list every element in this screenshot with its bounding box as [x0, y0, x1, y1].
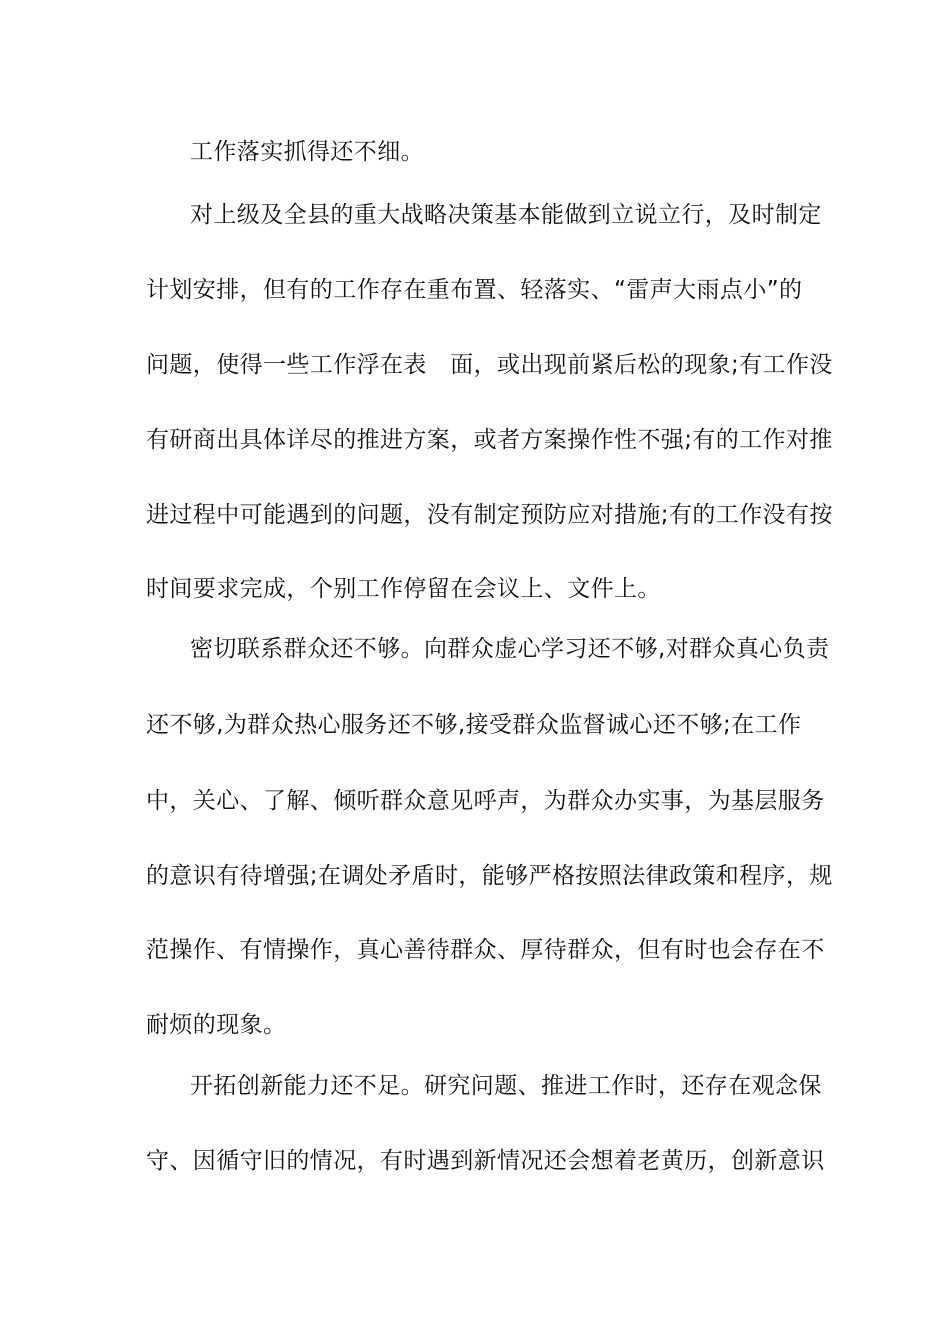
text-line: 守、因循守旧的情况，有时遇到新情况还会想着老黄历，创新意识 — [146, 1148, 825, 1174]
text-line: 还不够,为群众热心服务还不够,接受群众监督诚心还不够;在工作 — [146, 712, 802, 738]
text-line: 中，关心、了解、倾听群众意见呼声，为群众办实事，为基层服务 — [146, 788, 825, 814]
text-line: 密切联系群众还不够。向群众虚心学习还不够,对群众真心负责 — [190, 636, 830, 662]
text-line: 工作落实抓得还不细。 — [190, 139, 424, 165]
text-line: 进过程中可能遇到的问题，没有制定预防应对措施;有的工作没有按 — [146, 502, 833, 528]
text-line: 的意识有待增强;在调处矛盾时，能够严格按照法律政策和程序，规 — [146, 863, 833, 889]
text-line: 时间要求完成，个别工作停留在会议上、文件上。 — [146, 576, 661, 602]
text-line: 计划安排，但有的工作存在重布置、轻落实、“雷声大雨点小”的 — [146, 277, 803, 303]
text-line: 问题，使得一些工作浮在表 面，或出现前紧后松的现象;有工作没 — [146, 352, 833, 378]
text-line: 耐烦的现象。 — [146, 1012, 287, 1038]
text-line: 有研商出具体详尽的推进方案，或者方案操作性不强;有的工作对推 — [146, 427, 833, 453]
text-line: 范操作、有情操作，真心善待群众、厚待群众，但有时也会存在不 — [146, 937, 825, 963]
text-line: 对上级及全县的重大战略决策基本能做到立说立行，及时制定 — [190, 202, 822, 228]
text-line: 开拓创新能力还不足。研究问题、推进工作时，还存在观念保 — [190, 1073, 822, 1099]
